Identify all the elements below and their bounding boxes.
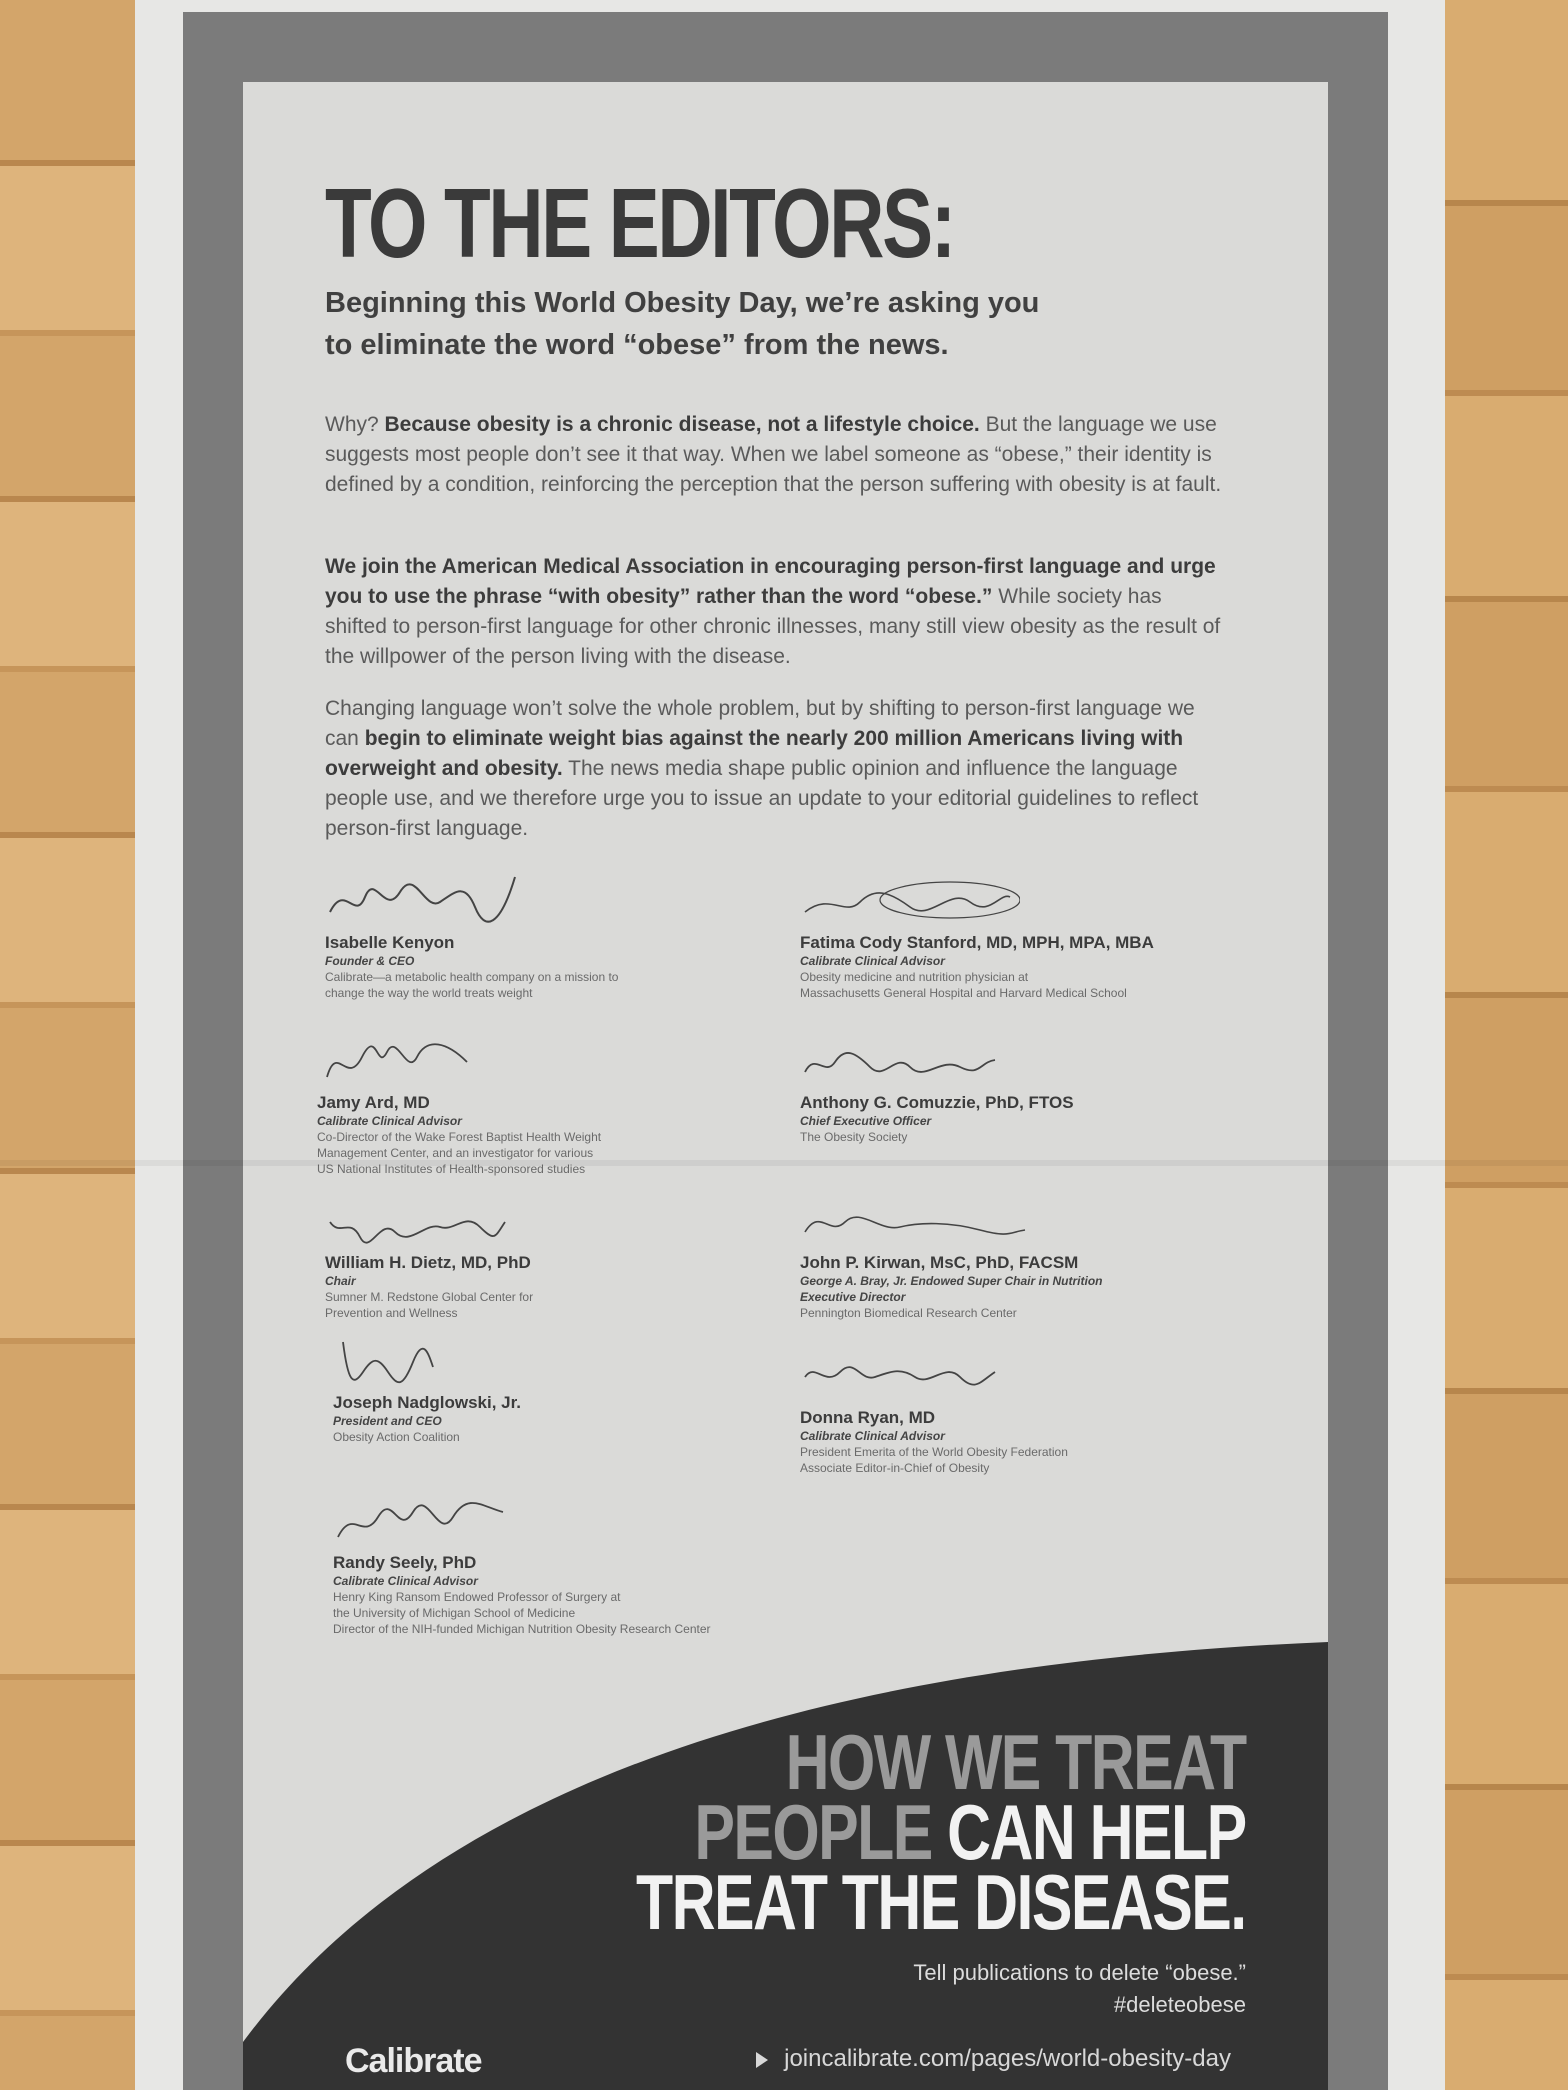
- signer-john-kirwan: [800, 1192, 1300, 1321]
- signer-name: William H. Dietz, MD, PhD: [325, 1253, 531, 1272]
- wood-floor-left: [0, 0, 150, 2090]
- text-run: But the language we use suggests most people don’t see it that way. When we label someone as “obese,” their identity is defined by a condition, reinforcing the perception that the person suffering with obesity is at fault.: [325, 413, 1222, 496]
- signer-role: Calibrate Clinical Advisor: [800, 954, 945, 968]
- signature-graphic: [800, 1192, 1300, 1252]
- signature-graphic: [800, 872, 1300, 932]
- campaign-url: joincalibrate.com/pages/world-obesity-day: [756, 2045, 1231, 2073]
- signer-role: Founder & CEO: [325, 954, 415, 968]
- signer-description: Henry King Ransom Endowed Professor of Surgery at the University of Michigan School of Medicine Director of the NIH-funded Michigan Nutrition Obesity Research Center: [333, 1590, 711, 1636]
- signature-graphic: [333, 1492, 893, 1552]
- signer-description: President Emerita of the World Obesity Federation Associate Editor-in-Chief of Obesity: [800, 1445, 1068, 1475]
- signer-fatima-cody-stanford: [800, 872, 1300, 1001]
- signer-name: Joseph Nadglowski, Jr.: [333, 1393, 522, 1412]
- calibrate-logo: Calibrate: [345, 2042, 482, 2080]
- signer-role: Chair: [325, 1274, 356, 1288]
- wood-floor-right: [1428, 0, 1568, 2090]
- signer-name: Randy Seely, PhD: [333, 1553, 477, 1572]
- headline: TO THE EDITORS:: [325, 168, 954, 278]
- text-run: While society has shifted to person-first language for other chronic illnesses, many still view obesity as the result of the willpower of the person living with the disease.: [325, 585, 1221, 668]
- banner-tagline: [636, 1718, 1246, 1946]
- paragraph-1: [325, 410, 1225, 500]
- signature-graphic: [800, 1347, 1260, 1407]
- signer-description: Calibrate—a metabolic health company on a mission to change the way the world treats weight: [325, 970, 619, 1000]
- signature-graphic: [333, 1332, 793, 1392]
- signature-graphic: [325, 1192, 785, 1252]
- signer-role-2: Executive Director: [800, 1290, 906, 1304]
- signer-donna-ryan: [800, 1347, 1260, 1476]
- subhead: [325, 282, 1175, 366]
- cta-line-1: Tell publications to delete “obese.”: [913, 1960, 1246, 1985]
- signer-role: George A. Bray, Jr. Endowed Super Chair in Nutrition: [800, 1274, 1103, 1288]
- signature-graphic: [325, 872, 785, 932]
- call-to-action: [913, 1957, 1246, 2021]
- newspaper-page: [135, 0, 1445, 2090]
- paragraph-2: [325, 552, 1225, 672]
- signer-description: Obesity Action Coalition: [333, 1430, 460, 1444]
- signer-name: Donna Ryan, MD: [800, 1408, 936, 1427]
- signer-role: Calibrate Clinical Advisor: [333, 1574, 478, 1588]
- bold-text-run: Because obesity is a chronic disease, not a lifestyle choice.: [384, 413, 980, 436]
- signer-description: The Obesity Society: [800, 1130, 908, 1144]
- tagline-line-3: TREAT THE DISEASE.: [636, 1858, 1246, 1946]
- signer-role: President and CEO: [333, 1414, 442, 1428]
- hashtag: #deleteobese: [1113, 1992, 1246, 2017]
- subhead-line-2: to eliminate the word “obese” from the news.: [325, 329, 949, 361]
- signer-joseph-nadglowski: [333, 1332, 793, 1445]
- signer-description: Co-Director of the Wake Forest Baptist Health Weight Management Center, and an investigator for various US National Institutes of Health-sponsored studies: [317, 1130, 602, 1176]
- tagline-line-1: HOW WE TREAT: [785, 1718, 1246, 1806]
- signer-name: Isabelle Kenyon: [325, 933, 455, 952]
- signer-name: John P. Kirwan, MsC, PhD, FACSM: [800, 1253, 1079, 1272]
- play-arrow-icon: [756, 2052, 768, 2068]
- signer-jamy-ard: [317, 1032, 777, 1177]
- signer-role: Chief Executive Officer: [800, 1114, 932, 1128]
- ad-inner: [243, 82, 1328, 2090]
- text-run: The news media shape public opinion and influence the language people use, and we therefore urge you to issue an update to your editorial guidelines to reflect person-first language.: [325, 757, 1199, 840]
- signature-graphic: [800, 1032, 1260, 1092]
- bold-text-run: begin to eliminate weight bias against the nearly 200 million Americans living with overweight and obesity.: [325, 727, 1184, 780]
- signer-name: Jamy Ard, MD: [317, 1093, 430, 1112]
- signer-role: Calibrate Clinical Advisor: [317, 1114, 462, 1128]
- signer-william-dietz: [325, 1192, 785, 1321]
- signer-description: Obesity medicine and nutrition physician at Massachusetts General Hospital and Harvard Medical School: [800, 970, 1127, 1000]
- signer-randy-seely: [333, 1492, 893, 1637]
- signature-graphic: [317, 1032, 777, 1092]
- tagline-line-2: PEOPLE CAN HELP: [694, 1788, 1246, 1876]
- signer-description: Sumner M. Redstone Global Center for Prevention and Wellness: [325, 1290, 534, 1320]
- text-run: Why?: [325, 413, 385, 436]
- subhead-line-1: Beginning this World Obesity Day, we’re asking you: [325, 287, 1040, 319]
- signer-anthony-comuzzie: [800, 1032, 1260, 1145]
- signer-description: Pennington Biomedical Research Center: [800, 1306, 1017, 1320]
- ad-frame: [183, 12, 1388, 2090]
- paragraph-3: [325, 694, 1225, 844]
- bold-text-run: We join the American Medical Association in encouraging person-first language and urge you to use the phrase “with obesity” rather than the word “obese.”: [325, 555, 1216, 608]
- paper-fold-line: [0, 1160, 1568, 1166]
- text-run: Changing language won’t solve the whole problem, but by shifting to person-first language we can: [325, 697, 1195, 750]
- signer-name: Anthony G. Comuzzie, PhD, FTOS: [800, 1093, 1074, 1112]
- signer-name: Fatima Cody Stanford, MD, MPH, MPA, MBA: [800, 933, 1154, 952]
- signer-isabelle-kenyon: [325, 872, 785, 1001]
- signer-role: Calibrate Clinical Advisor: [800, 1429, 945, 1443]
